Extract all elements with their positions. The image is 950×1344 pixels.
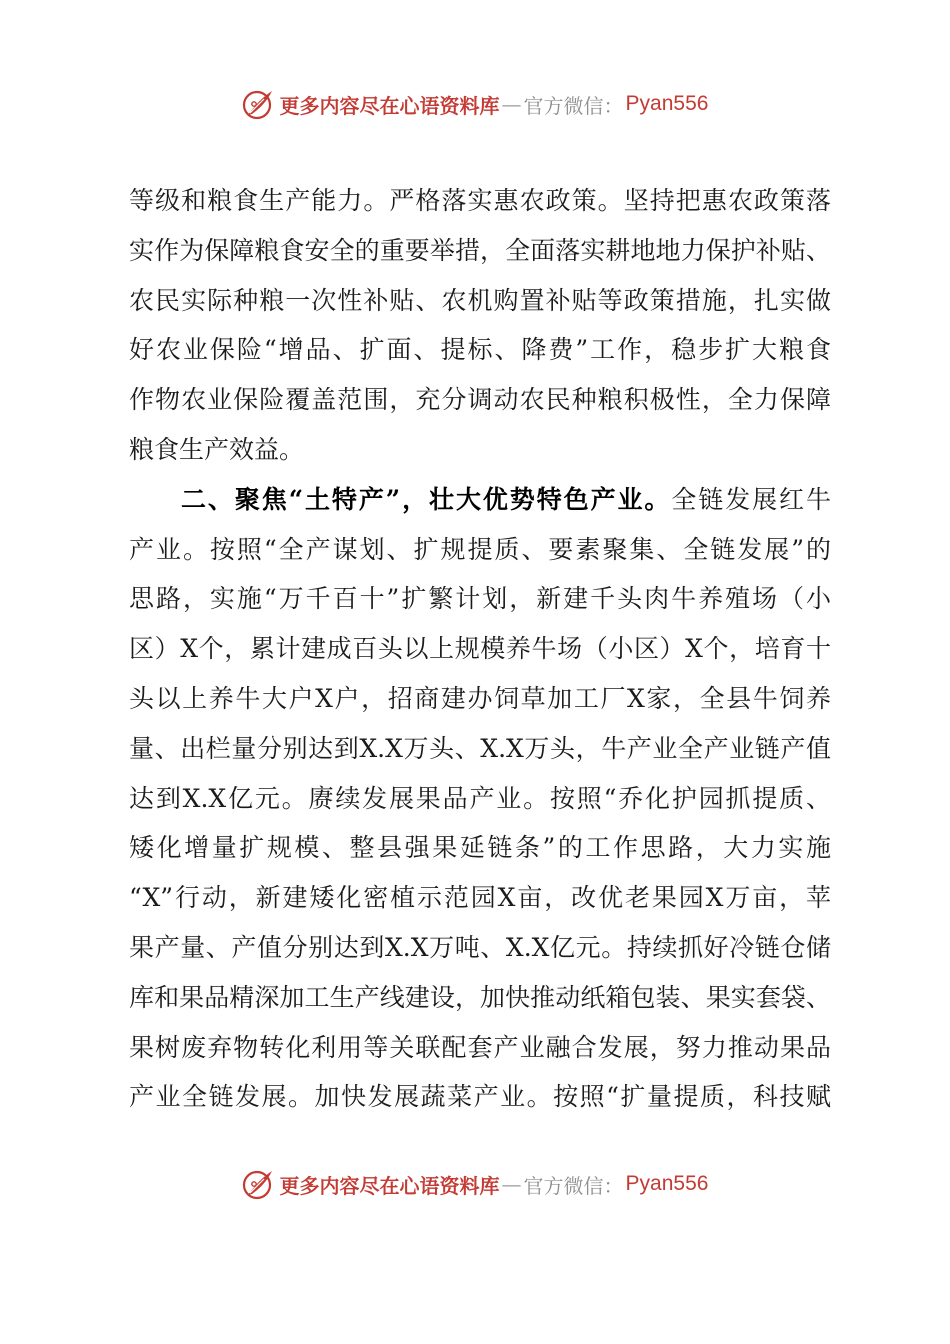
body-line: 达到X.X亿元。赓续发展果品产业。按照“乔化护园抓提质、: [129, 783, 831, 813]
body-line: 粮食生产效益。: [129, 434, 305, 464]
wechat-id: Pyan556: [625, 1172, 709, 1195]
body-line: 量、出栏量分别达到X.X万头、X.X万头，牛产业全产业链产值: [129, 733, 831, 763]
body-line: “X”行动，新建矮化密植示范园X亩，改优老果园X万亩，苹: [129, 883, 831, 913]
document-body: [129, 176, 831, 1122]
footer-watermark-banner: [0, 1164, 950, 1204]
wechat-label: 官方微信：: [523, 1173, 624, 1198]
library-title: 更多内容尽在心语资料库: [279, 1173, 500, 1198]
body-line: 区）X个，累计建成百头以上规模养牛场（小区）X个，培育十: [129, 634, 831, 664]
body-line: 头以上养牛大户X户，招商建办饲草加工厂X家，全县牛饲养: [129, 683, 831, 713]
header-watermark-banner: [0, 84, 950, 124]
body-line: 产业全链发展。加快发展蔬菜产业。按照“扩量提质，科技赋: [129, 1082, 831, 1112]
banner-dash: —: [501, 1172, 522, 1196]
banner-dash: —: [501, 92, 522, 116]
body-line: 好农业保险“增品、扩面、提标、降费”工作，稳步扩大粮食: [129, 335, 831, 365]
section-heading-rest: 全链发展红牛: [671, 484, 831, 514]
section-heading-line: [129, 475, 831, 525]
body-line: 等级和粮食生产能力。严格落实惠农政策。坚持把惠农政策落: [129, 186, 831, 215]
body-line: 果产量、产值分别达到X.X万吨、X.X亿元。持续抓好冷链仓储: [129, 932, 831, 962]
library-title: 更多内容尽在心语资料库: [279, 93, 500, 118]
body-line: 实作为保障粮食安全的重要举措，全面落实耕地地力保护补贴、: [129, 235, 831, 265]
body-line: 矮化增量扩规模、整县强果延链条”的工作思路，大力实施: [129, 833, 831, 863]
body-line: 思路，实施“万千百十”扩繁计划，新建千头肉牛养殖场（小: [129, 584, 831, 614]
quill-pen-logo-icon: [242, 87, 276, 121]
quill-pen-logo-icon: [242, 1167, 276, 1201]
wechat-label: 官方微信：: [523, 93, 624, 118]
body-line: 农民实际种粮一次性补贴、农机购置补贴等政策措施，扎实做: [129, 285, 831, 315]
body-line: 库和果品精深加工生产线建设，加快推动纸箱包装、果实套袋、: [129, 982, 831, 1012]
body-line: 作物农业保险覆盖范围，充分调动农民种粮积极性，全力保障: [129, 385, 831, 415]
section-heading: 二、聚焦“土特产”，壮大优势特色产业。: [181, 484, 672, 514]
body-line: 果树废弃物转化利用等关联配套产业融合发展，努力推动果品: [129, 1032, 831, 1062]
body-line: 产业。按照“全产谋划、扩规提质、要素聚集、全链发展”的: [129, 534, 831, 564]
wechat-id: Pyan556: [625, 92, 709, 115]
